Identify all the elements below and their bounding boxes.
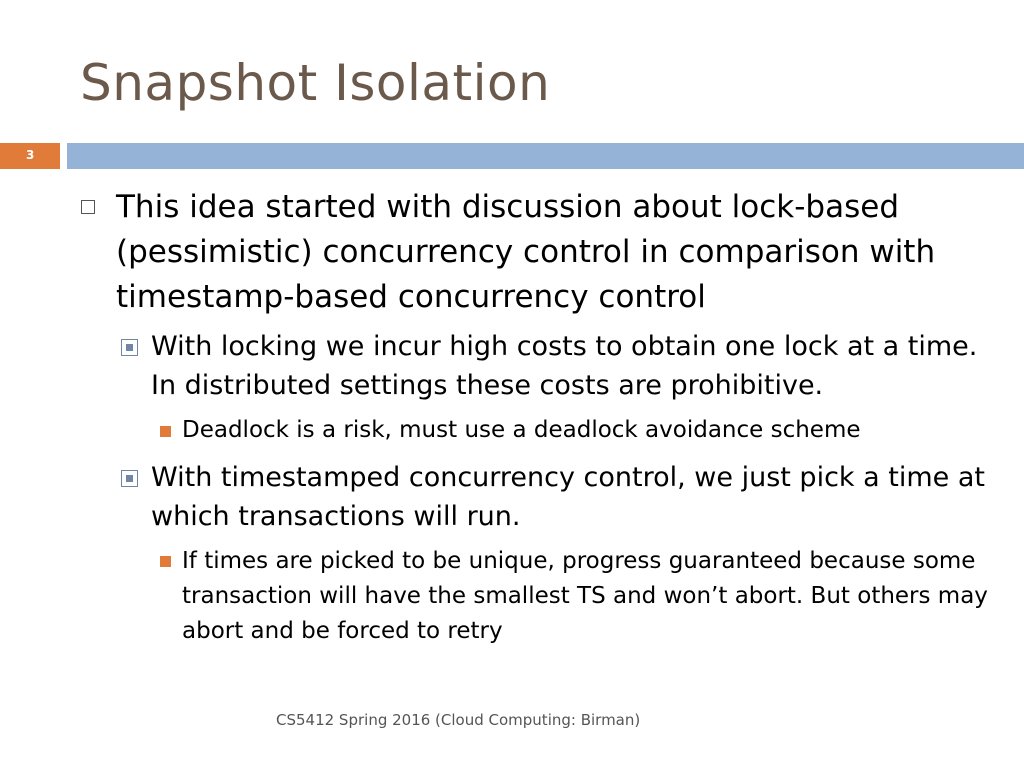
square-bullet-icon xyxy=(121,470,138,487)
slide-footer: CS5412 Spring 2016 (Cloud Computing: Birman) xyxy=(276,711,641,729)
orange-square-bullet-icon xyxy=(160,556,171,567)
bullet-level1: This idea started with discussion about lock-based (pessimistic) concurrency control in comparison with timestamp-based concurrency control xyxy=(116,189,936,315)
bullet-level3-deadlock: Deadlock is a risk, must use a deadlock avoidance scheme xyxy=(182,417,861,443)
slide-title: Snapshot Isolation xyxy=(80,54,551,112)
bullet-level2-timestamp: With timestamped concurrency control, we just pick a time at which transactions will run. xyxy=(151,462,985,532)
hollow-square-bullet-icon xyxy=(81,200,95,214)
orange-square-bullet-icon xyxy=(160,426,171,437)
bullet-level2-locking: With locking we incur high costs to obtain one lock at a time. In distributed settings these costs are prohibitive. xyxy=(151,331,978,401)
bullet-level3-progress: If times are picked to be unique, progress guaranteed because some transaction will have the smallest TS and won’t abort. But others may abort and be forced to retry xyxy=(182,548,988,644)
slide-number: 3 xyxy=(26,148,35,162)
square-bullet-icon xyxy=(121,339,138,356)
